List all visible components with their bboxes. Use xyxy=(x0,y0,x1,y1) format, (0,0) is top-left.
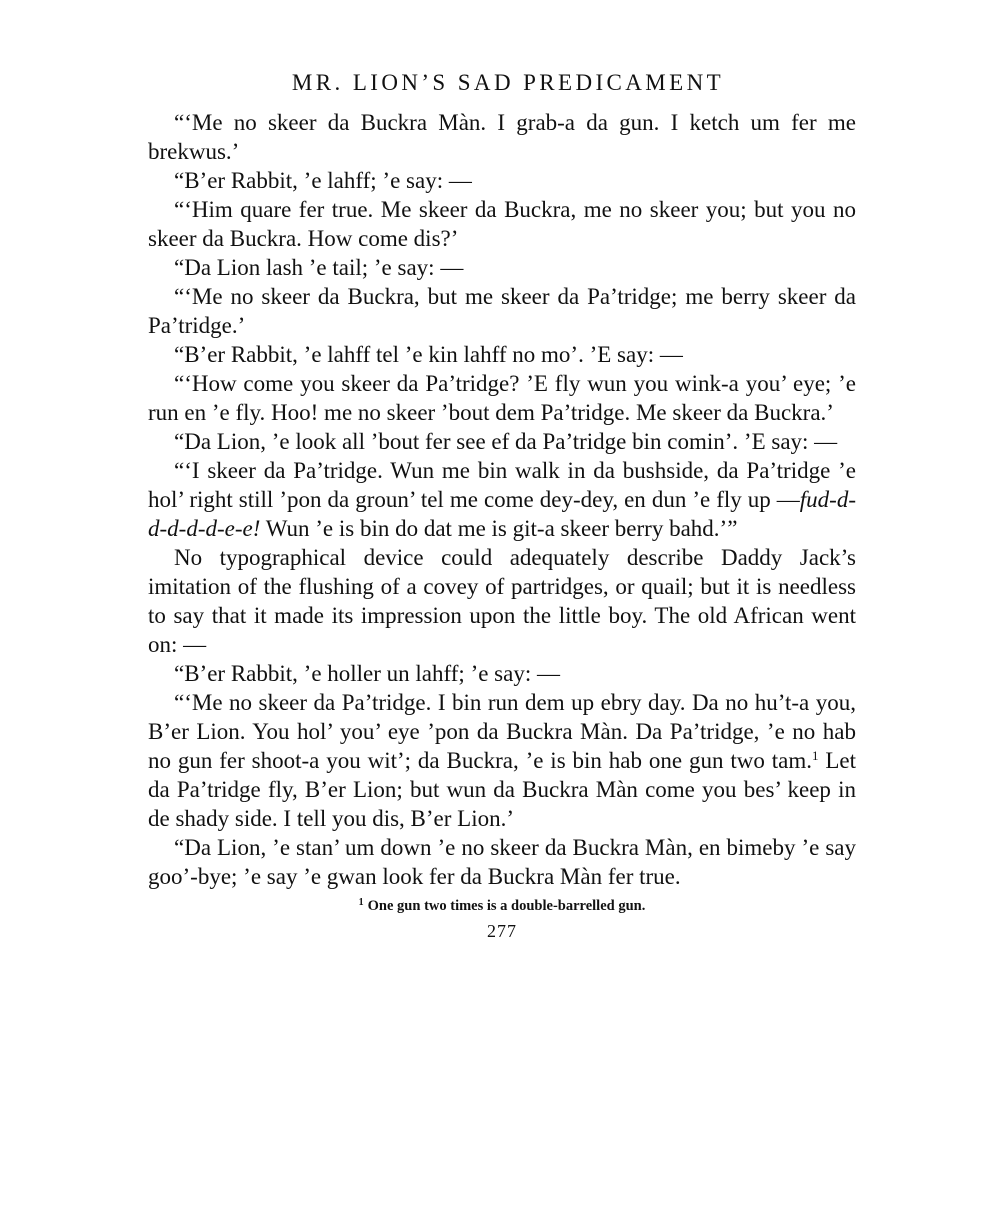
paragraph-partridge-flush xyxy=(148,456,856,543)
book-page xyxy=(148,66,856,944)
paragraph-text: Let da Pa’tridge fly, B’er Lion; but wun da Buckra Màn come you bes’ keep in de shady side. I tell you dis, B’er Lion.’ xyxy=(148,748,856,831)
paragraph: “B’er Rabbit, ’e lahff tel ’e kin lahff no mo’. ’E say: — xyxy=(174,342,683,367)
paragraph-text: “‘Me no skeer da Pa’tridge. I bin run dem up ebry day. Da no hu’t-a you, B’er Lion. You hol’ you’ eye ’pon da Buckra Màn. Da Pa’tridge, ’e no hab no gun fer shoot-a you wit’; da Buckra, ’e is bin hab one gun two tam. xyxy=(148,690,856,773)
paragraph: “Da Lion, ’e look all ’bout fer see ef da Pa’tridge bin comin’. ’E say: — xyxy=(174,429,838,454)
paragraph: “‘Me no skeer da Buckra, but me skeer da Pa’tridge; me berry skeer da Pa’tridge.’ xyxy=(148,284,856,338)
paragraph: “B’er Rabbit, ’e holler un lahff; ’e say: — xyxy=(174,661,560,686)
paragraph-narrative: No typographical device could adequately describe Daddy Jack’s imitation of the flushing of a covey of partridges, or quail; but it is needless to say that it made its impression upon the little boy. The old African went on: — xyxy=(148,545,856,657)
paragraph: “‘Me no skeer da Buckra Màn. I grab-a da gun. I ketch um fer me brekwus.’ xyxy=(148,110,856,164)
paragraph: “‘How come you skeer da Pa’tridge? ’E fly wun you wink-a you’ eye; ’e run en ’e fly. Hoo! me no skeer ’bout dem Pa’tridge. Me skeer da Buckra.’ xyxy=(148,371,856,425)
paragraph: “Da Lion, ’e stan’ um down ’e no skeer da Buckra Màn, en bimeby ’e say goo’-bye; ’e say ’e gwan look fer da Buckra Màn fer true. xyxy=(148,835,856,889)
paragraph-advice xyxy=(148,688,856,833)
page-number: 277 xyxy=(487,921,517,941)
paragraph: “Da Lion lash ’e tail; ’e say: — xyxy=(174,255,464,280)
paragraph-text: “‘I skeer da Pa’tridge. Wun me bin walk in da bushside, da Pa’tridge ’e hol’ right still ’pon da groun’ tel me come dey-dey, en dun ’e fly up — xyxy=(148,458,856,512)
footnote-text: One gun two times is a double-barrelled gun. xyxy=(367,898,646,914)
paragraph: “‘Him quare fer true. Me skeer da Buckra, me no skeer you; but you no skeer da Buckra. How come dis?’ xyxy=(148,197,856,251)
footnote-marker: 1 xyxy=(358,897,364,908)
italic-sound-effect: fud-d-d-d-d-d-e-e! xyxy=(148,487,856,541)
paragraph-text: Wun ’e is bin do dat me is git-a skeer berry bahd.’” xyxy=(260,516,738,541)
paragraph: “B’er Rabbit, ’e lahff; ’e say: — xyxy=(174,168,472,193)
running-head: MR. LION’S SAD PREDICAMENT xyxy=(291,70,725,95)
body-text xyxy=(148,108,856,891)
footnote-reference: 1 xyxy=(811,748,819,763)
footnote xyxy=(148,896,856,916)
